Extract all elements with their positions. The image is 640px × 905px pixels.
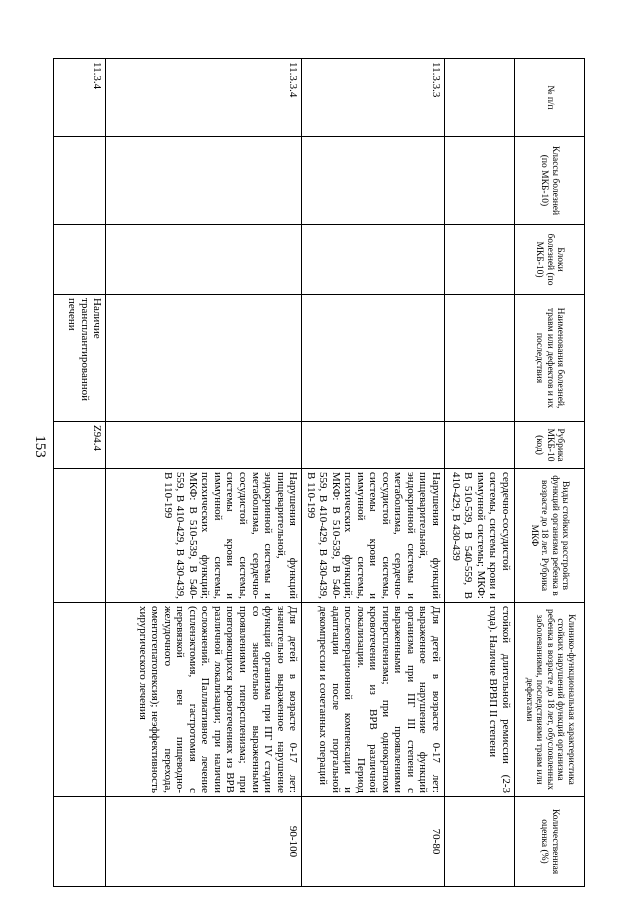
disability-criteria-table (53, 58, 585, 887)
header-names: Наименования болезней, травм или дефектов и их последствия (515, 295, 585, 422)
cell-clinical: Для детей в возрасте 0-17 лет: выраженное нарушение функций организма при ПГ III степени с выраженными проявлениями гиперспленизма; при однократном кровотечении из ВРВ различной локализации. Период послеоперационной компенсации и адаптации после портальной декомпрессии и сочетанных операций (302, 603, 445, 797)
cell-blocks (54, 225, 106, 295)
cell-names (445, 295, 515, 422)
header-disorders: Виды стойких расстройств функций организма ребенка в возрасте до 18 лет. Рубрика МКФ (515, 469, 585, 603)
cell-clinical (54, 603, 106, 797)
cell-blocks (445, 225, 515, 295)
cell-classes (445, 137, 515, 225)
cell-names (106, 295, 302, 422)
cell-disorders: сердечно-сосудистой системы, системы крови и иммунной системы; МКФ: В 510-539, В 540-559, В 410-429, В 430-439 (445, 469, 515, 603)
cell-blocks (106, 225, 302, 295)
cell-disorders (54, 469, 106, 603)
cell-classes (106, 137, 302, 225)
header-score: Количественная оценка (%) (515, 797, 585, 887)
table-header-row (515, 59, 585, 887)
cell-code (106, 422, 302, 469)
header-number: № п/п (515, 59, 585, 137)
cell-disorders: Нарушения функций пищеварительной, эндокринной системы и метаболизма, сердечно-сосудистой системы, системы крови и иммунной системы, психических функций; МКФ: В 510-539, В 540-559, В 410-429, В 430-439, В 110-199 (302, 469, 445, 603)
cell-score: 90-100 (106, 797, 302, 887)
table-row (445, 59, 515, 887)
cell-names (302, 295, 445, 422)
cell-clinical: стойкой длительной ремиссии (2-3 года). Наличие ВРВП II степени (445, 603, 515, 797)
cell-blocks (302, 225, 445, 295)
cell-code (445, 422, 515, 469)
header-code: Рубрика МКБ-10 (код) (515, 422, 585, 469)
cell-num (445, 59, 515, 137)
cell-score (54, 797, 106, 887)
cell-names: Наличие трансплантированной печени (54, 295, 106, 422)
table-row (106, 59, 302, 887)
cell-disorders: Нарушения функций пищеварительной, эндокринной системы и метаболизма, сердечно-сосудистой системы, системы крови и иммунной системы, психических функций; МКФ: В 510-539, В 540-559, В 410-429, В 430-439, В 110-199 (106, 469, 302, 603)
cell-classes (54, 137, 106, 225)
cell-clinical: Для детей в возрасте 0-17 лет: значительно выраженное нарушение функций организма при ПГ IV стадии со значительно выраженными проявлениями гиперспленизма; при повторяющихся кровотечениях из ВРВ различной локализации; при наличии осложнений. Паллиативное лечение (спленэктомия, гастротомия с перевязкой вен пищеводно-желудочного перехода, оментогепатопексия); неэффективность хирургического лечения (106, 603, 302, 797)
cell-code (302, 422, 445, 469)
table-row (302, 59, 445, 887)
cell-num: 11.3.4 (54, 59, 106, 137)
cell-num: 11.3.3.4 (106, 59, 302, 137)
table-row (54, 59, 106, 887)
cell-num: 11.3.3.3 (302, 59, 445, 137)
page-number: 153 (31, 435, 48, 458)
header-blocks: Блоки болезней (по МКБ-10) (515, 225, 585, 295)
cell-score (445, 797, 515, 887)
cell-score: 70-80 (302, 797, 445, 887)
cell-classes (302, 137, 445, 225)
document-table-rotated (55, 58, 585, 886)
header-clinical: Клинико-функциональная характеристика стойких нарушений функций организма ребенка в возрасте до 18 лет, обусловленных заболеваниями, последствиями травм или дефектами (515, 603, 585, 797)
cell-code: Z94.4 (54, 422, 106, 469)
header-classes: Классы болезней (по МКБ-10) (515, 137, 585, 225)
